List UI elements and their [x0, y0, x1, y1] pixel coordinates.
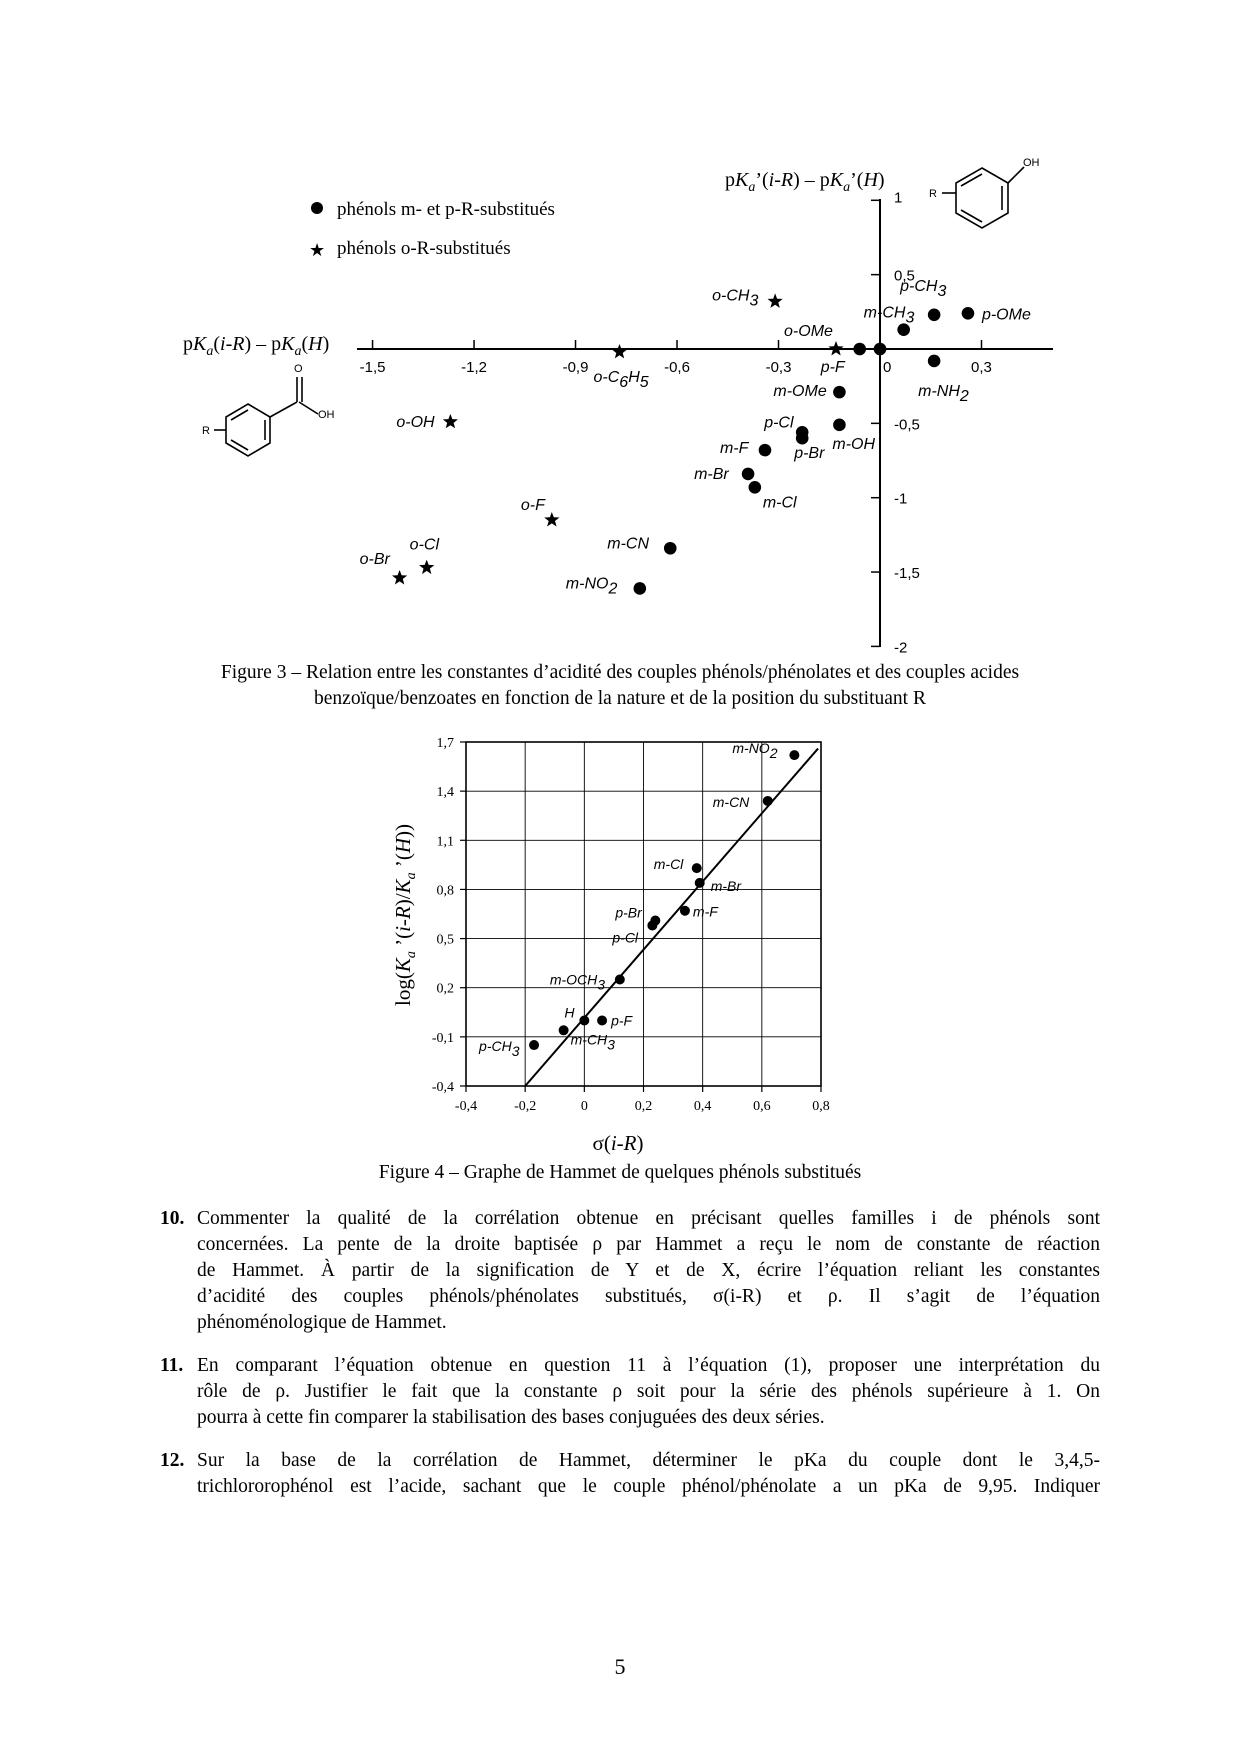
- fig3-point-m-NH2: [928, 355, 941, 368]
- acid-o-label: O: [294, 363, 303, 375]
- fig3-label-m-Cl: m-Cl: [762, 494, 797, 512]
- fig3-x-tick-label: -0,9: [562, 359, 589, 376]
- fig4-point-m-CH3: [559, 1025, 569, 1035]
- phenol-r-label: R: [929, 188, 937, 200]
- fig4-y-axis-title: $\log(K_a$ $’(i-R)/K_a$ ’(H)): [391, 823, 419, 1007]
- fig4-y-tick-label: -0,1: [431, 1030, 454, 1046]
- fig4-label-m-NO2: m-NO2: [732, 740, 778, 762]
- legend-circle-marker: [311, 202, 323, 214]
- fig3-label-p-CH3: p-CH3: [900, 277, 947, 300]
- fig4-label-m-CN: m-CN: [712, 793, 750, 810]
- fig3-x-tick-label: -1,2: [461, 359, 487, 376]
- figure-4-caption-text: Figure 4 – Graphe de Hammet de quelques phénols substitués: [378, 1162, 862, 1183]
- fig4-label-p-F: p-F: [611, 1012, 633, 1029]
- fig4-label-m-OCH3: m-OCH3: [549, 971, 606, 993]
- fig3-label-m-CH3: m-CH3: [863, 304, 915, 327]
- fig4-point-p-F: [597, 1015, 607, 1025]
- fig3-label-o-CH3: o-CH3: [712, 287, 759, 310]
- fig4-point-m-Cl: [692, 863, 702, 873]
- question-number: 10.: [160, 1208, 185, 1229]
- fig3-star-o-F: [544, 512, 559, 527]
- question-number: 11.: [160, 1355, 184, 1376]
- fig4-point-m-OCH3: [615, 975, 625, 985]
- figure-4-chart: [380, 725, 860, 1155]
- question-11: [160, 1353, 1100, 1431]
- fig3-point-p-CH3: [928, 308, 941, 321]
- question-text: [197, 1206, 1100, 1336]
- fig3-x-tick-label: 0: [883, 359, 892, 376]
- question-line: Commenter la qualité de la corrélation obtenue en précisant quelles familles i de phénols sont: [197, 1208, 1100, 1229]
- fig4-x-tick-label: 0,6: [753, 1099, 771, 1114]
- acid-oh-label: OH: [318, 409, 335, 421]
- question-line: pourra à cette fin comparer la stabilisation des bases conjuguées des deux séries.: [197, 1407, 825, 1428]
- fig4-x-tick-label: 0,2: [634, 1099, 653, 1114]
- question-number: 12.: [160, 1450, 185, 1471]
- fig4-x-axis-title: σ(i-R): [592, 1131, 644, 1155]
- fig3-label-m-OMe: m-OMe: [773, 383, 827, 401]
- fig3-star-o-Br: [392, 570, 407, 585]
- fig3-label-p-Br: p-Br: [794, 445, 825, 463]
- fig3-label-p-Cl: p-Cl: [764, 414, 794, 432]
- question-line: Sur la base de la corrélation de Hammet, déterminer le pKa du couple dont le 3,4,5-: [197, 1450, 1100, 1471]
- fig4-x-tick-label: 0: [580, 1099, 588, 1114]
- fig3-star-o-OH: [443, 414, 458, 428]
- fig4-label-m-Cl: m-Cl: [653, 856, 684, 873]
- fig3-x-tick-label: -0,3: [765, 359, 792, 376]
- question-line: concernées. La pente de la droite baptisée ρ par Hammet a reçu le nom de constante de réaction: [197, 1234, 1100, 1255]
- fig3-point-p-F: [853, 343, 866, 356]
- fig4-x-tick-label: 0,4: [693, 1099, 712, 1114]
- fig3-point-m-NO2: [634, 582, 647, 595]
- fig3-point-m-OH: [833, 419, 846, 432]
- question-line: En comparant l’équation obtenue en question 11 à l’équation (1), proposer une interprétation du: [197, 1355, 1100, 1376]
- fig4-point-p-Br: [650, 916, 660, 926]
- fig3-point-m-CN: [664, 542, 677, 555]
- fig4-label-m-CH3: m-CH3: [570, 1031, 615, 1053]
- fig3-x-tick-label: -1,5: [359, 359, 386, 376]
- figure-3-caption-line2: benzoïque/benzoates en fonction de la nature et de la position du substituant R: [314, 688, 926, 709]
- fig4-y-tick-label: 1,4: [436, 785, 454, 801]
- question-line: trichlororophénol est l’acide, sachant que le couple phénol/phénolate a un pKa de 9,95. Indiquer: [197, 1476, 1100, 1497]
- fig4-x-tick-label: -0,4: [454, 1099, 478, 1114]
- fig3-star-o-CH3: [768, 293, 783, 308]
- question-line: phénoménologique de Hammet.: [197, 1312, 447, 1333]
- fig3-label-o-C6H5: o-C6H5: [593, 368, 649, 391]
- fig3-legend: [309, 199, 555, 260]
- fig3-y-tick-label: -1,5: [894, 565, 920, 583]
- fig4-y-tick-label: 0,2: [436, 981, 454, 997]
- figure-4-caption: [150, 1160, 1090, 1186]
- fig3-x-tick-label: -0,6: [664, 359, 690, 376]
- legend-star-marker: ★: [309, 240, 326, 260]
- question-line: d’acidité des couples phénols/phénolates substitués, σ(i-R) et ρ. Il s’agit de l’équation: [197, 1286, 1100, 1307]
- question-12: [160, 1448, 1100, 1500]
- question-line: de Hammet. À partir de la signification de Y et de X, écrire l’équation reliant les constantes: [197, 1260, 1100, 1281]
- question-line: rôle de ρ. Justifier le fait que la constante ρ soit pour la série des phénols supérieure à 1. On: [197, 1381, 1100, 1402]
- fig3-label-o-Br: o-Br: [359, 550, 390, 568]
- fig3-y-tick-label: 1: [894, 189, 903, 207]
- fig3-y-tick-label: -2: [894, 639, 908, 657]
- fig4-point-H: [579, 1015, 589, 1025]
- question-text: [197, 1448, 1100, 1500]
- fig3-label-m-NH2: m-NH2: [918, 382, 969, 405]
- fig3-star-o-Cl: [419, 560, 434, 575]
- fig4-label-m-F: m-F: [692, 903, 718, 920]
- fig4-regression-line: [525, 749, 818, 1086]
- fig3-label-o-F: o-F: [520, 497, 545, 515]
- fig3-label-m-F: m-F: [719, 440, 749, 458]
- question-text: [197, 1353, 1100, 1431]
- fig4-point-m-NO2: [789, 750, 799, 760]
- fig3-point-p-Br: [796, 432, 809, 445]
- figure-3-caption: [150, 660, 1090, 712]
- fig3-y-axis-title: $pK_a’(i-R)$ – $pK_a’(H)$: [725, 169, 885, 195]
- fig3-y-tick-label: -0,5: [894, 416, 920, 434]
- fig3-point-m-OMe: [833, 386, 846, 399]
- phenol-oh-label: OH: [1023, 157, 1040, 169]
- question-10: [160, 1206, 1100, 1336]
- fig3-y-tick-label: -1: [894, 490, 908, 508]
- fig4-x-tick-label: 0,8: [812, 1099, 830, 1114]
- fig3-point-p-OMe: [962, 307, 975, 320]
- fig3-point-m-F: [759, 444, 772, 457]
- fig3-label-o-Cl: o-Cl: [409, 536, 440, 554]
- fig4-point-p-CH3: [529, 1040, 539, 1050]
- fig4-point-m-Br: [695, 878, 705, 888]
- fig3-label-o-OH: o-OH: [396, 413, 435, 431]
- fig3-point-m-Br: [742, 468, 755, 481]
- fig3-label-m-Br: m-Br: [694, 465, 729, 483]
- fig4-label-H: H: [564, 1004, 575, 1021]
- benzoic-acid-structure: [214, 377, 318, 456]
- fig4-y-tick-label: -0,4: [431, 1080, 454, 1095]
- fig4-y-tick-label: 0,8: [436, 883, 454, 899]
- fig3-star-o-OMe: [828, 341, 843, 356]
- fig3-x-axis-title: $pK_a(i-R) - pK_a(H)$: [183, 333, 330, 359]
- fig3-point-H: [874, 343, 887, 356]
- fig4-label-p-Br: p-Br: [615, 904, 642, 921]
- fig3-point-m-Cl: [749, 481, 762, 494]
- fig3-label-m-NO2: m-NO2: [565, 575, 618, 598]
- legend-label-o: phénols o-R-substitués: [337, 238, 511, 259]
- fig4-y-tick-label: 1,7: [436, 736, 454, 751]
- fig3-star-o-C6H5: [612, 344, 627, 358]
- fig4-point-m-CN: [763, 796, 773, 806]
- fig4-label-p-CH3: p-CH3: [479, 1038, 520, 1060]
- fig4-y-tick-label: 1,1: [436, 834, 454, 850]
- fig4-label-m-Br: m-Br: [710, 877, 742, 894]
- figure-3-chart: [0, 0, 1240, 660]
- figure-3-caption-line1: Figure 3 – Relation entre les constantes d’acidité des couples phénols/phénolates et des couples acides: [220, 662, 1020, 683]
- questions-section: [160, 1206, 1100, 1517]
- fig4-label-p-Cl: p-Cl: [612, 929, 639, 946]
- fig3-label-o-OMe: o-OMe: [784, 323, 833, 340]
- fig3-label-m-CN: m-CN: [607, 535, 650, 553]
- fig3-label-p-F: p-F: [820, 359, 845, 376]
- fig4-point-m-F: [680, 906, 690, 916]
- fig3-label-p-OMe: p-OMe: [981, 306, 1031, 324]
- legend-label-mp: phénols m- et p-R-substitués: [337, 199, 555, 220]
- fig3-label-m-OH: m-OH: [832, 435, 876, 453]
- acid-r-label: R: [202, 425, 210, 437]
- fig4-y-tick-label: 0,5: [436, 932, 454, 948]
- fig3-y-tick-label: 0,5: [894, 267, 915, 285]
- fig3-x-tick-label: 0,3: [971, 359, 992, 376]
- fig4-x-tick-label: -0,2: [514, 1099, 537, 1114]
- page-number: 5: [614, 1654, 626, 1679]
- phenol-structure: [942, 167, 1024, 228]
